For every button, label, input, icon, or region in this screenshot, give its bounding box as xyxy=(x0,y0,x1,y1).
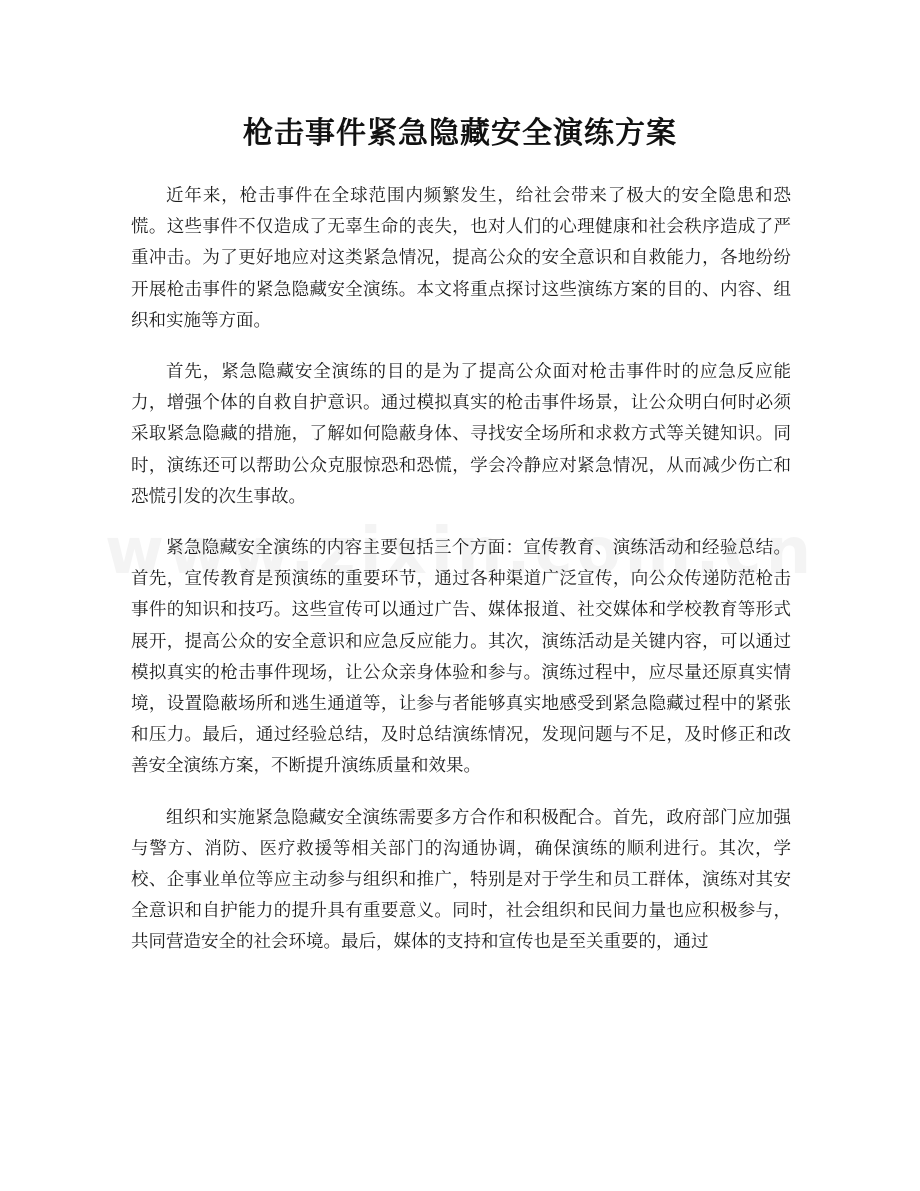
paragraph-content: 紧急隐藏安全演练的内容主要包括三个方面：宣传教育、演练活动和经验总结。首先，宣传教育是预演练的重要环节，通过各种渠道广泛宣传，向公众传递防范枪击事件的知识和技巧。这些宣传可以通过广告、媒体报道、社交媒体和学校教育等形式展开，提高公众的安全意识和应急反应能力。其次，演练活动是关键内容，可以通过模拟真实的枪击事件现场，让公众亲身体验和参与。演练过程中，应尽量还原真实情境，设置隐蔽场所和逃生通道等，让参与者能够真实地感受到紧急隐藏过程中的紧张和压力。最后，通过经验总结，及时总结演练情况，发现问题与不足，及时修正和改善安全演练方案，不断提升演练质量和效果。 xyxy=(131,538,791,777)
paragraph-organization: 组织和实施紧急隐藏安全演练需要多方合作和积极配合。首先，政府部门应加强与警方、消防、医疗救援等相关部门的沟通协调，确保演练的顺利进行。其次，学校、企事业单位等应主动参与组织和推广，特别是对于学生和员工群体，演练对其安全意识和自护能力的提升具有重要意义。同时，社会组织和民间力量也应积极参与，共同营造安全的社会环境。最后，媒体的支持和宣传也是至关重要的，通过 xyxy=(131,807,791,953)
document-body xyxy=(131,181,791,979)
paragraph-purpose: 首先，紧急隐藏安全演练的目的是为了提高公众面对枪击事件时的应急反应能力，增强个体的自救自护意识。通过模拟真实的枪击事件场景，让公众明白何时必须采取紧急隐藏的措施，了解如何隐蔽身体、寻找安全场所和求救方式等关键知识。同时，演练还可以帮助公众克服惊恐和恐慌，学会冷静应对紧急情况，从而减少伤亡和恐慌引发的次生事故。 xyxy=(131,362,791,507)
document-title: 枪击事件紧急隐藏安全演练方案 xyxy=(243,116,677,151)
paragraph-intro: 近年来，枪击事件在全球范围内频繁发生，给社会带来了极大的安全隐患和恐慌。这些事件不仅造成了无辜生命的丧失，也对人们的心理健康和社会秩序造成了严重冲击。为了更好地应对这类紧急情况，提高公众的安全意识和自救能力，各地纷纷开展枪击事件的紧急隐藏安全演练。本文将重点探讨这些演练方案的目的、内容、组织和实施等方面。 xyxy=(131,186,791,331)
